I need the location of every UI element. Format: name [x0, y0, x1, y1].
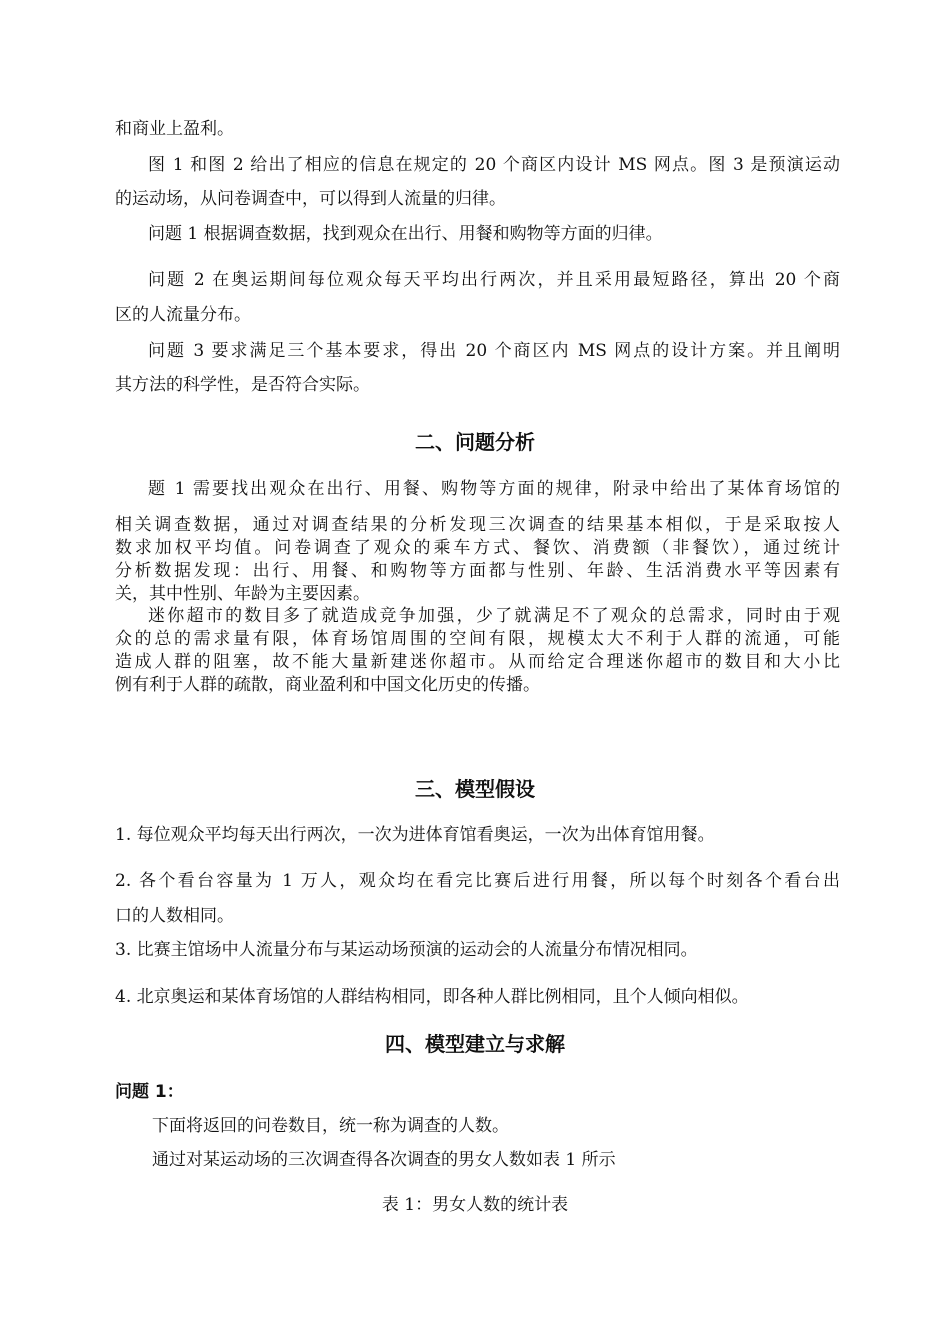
question-3-line-2: 其方法的科学性，是否符合实际。: [115, 375, 370, 395]
analysis-para-1-line-5: 关，其中性别、年龄为主要因素。: [115, 584, 370, 604]
problem-1-subheading: 问题 1：: [115, 1082, 184, 1102]
assumption-2-line-1: 2. 各个看台容量为 1 万人，观众均在看完比赛后进行用餐，所以每个时刻各个看台出: [115, 871, 840, 891]
solution-line-1: 下面将返回的问卷数目，统一称为调查的人数。: [152, 1116, 509, 1136]
analysis-para-2-line-2: 众的总的需求量有限，体育场馆周围的空间有限，规模太大不利于人群的流通，可能: [115, 629, 840, 649]
assumption-3: 3. 比赛主馆场中人流量分布与某运动场预演的运动会的人流量分布情况相同。: [115, 940, 698, 960]
analysis-para-1-line-4: 分析数据发现：出行、用餐、和购物等方面都与性别、年龄、生活消费水平等因素有: [115, 561, 840, 581]
table-1-caption: 表 1：男女人数的统计表: [381, 1195, 569, 1215]
section-4-heading: 四、模型建立与求解: [385, 1032, 565, 1056]
assumption-1: 1. 每位观众平均每天出行两次，一次为进体育馆看奥运，一次为出体育馆用餐。: [115, 825, 715, 845]
question-1: 问题 1 根据调查数据，找到观众在出行、用餐和购物等方面的归律。: [148, 224, 663, 244]
intro-line-1: 和商业上盈利。: [115, 119, 234, 139]
solution-line-2: 通过对某运动场的三次调查得各次调查的男女人数如表 1 所示: [152, 1150, 616, 1170]
analysis-para-1-line-3: 数求加权平均值。问卷调查了观众的乘车方式、餐饮、消费额（非餐饮），通过统计: [115, 538, 840, 558]
question-2-line-2: 区的人流量分布。: [115, 305, 251, 325]
question-3-line-1: 问题 3 要求满足三个基本要求，得出 20 个商区内 MS 网点的设计方案。并且阐明: [148, 341, 840, 361]
analysis-para-2-line-4: 例有利于人群的疏散，商业盈利和中国文化历史的传播。: [115, 675, 540, 695]
intro-line-2: 图 1 和图 2 给出了相应的信息在规定的 20 个商区内设计 MS 网点。图 3 是预演运动: [148, 155, 840, 175]
analysis-para-2-line-1: 迷你超市的数目多了就造成竞争加强，少了就满足不了观众的总需求，同时由于观: [148, 606, 840, 626]
assumption-4: 4. 北京奥运和某体育场馆的人群结构相同，即各种人群比例相同，且个人倾向相似。: [115, 987, 749, 1007]
intro-line-3: 的运动场，从问卷调查中，可以得到人流量的归律。: [115, 189, 506, 209]
section-3-heading: 三、模型假设: [415, 777, 535, 801]
analysis-para-1-line-2: 相关调查数据，通过对调查结果的分析发现三次调查的结果基本相似，于是采取按人: [115, 515, 840, 535]
assumption-2-line-2: 口的人数相同。: [115, 906, 234, 926]
section-2-heading: 二、问题分析: [415, 430, 535, 454]
analysis-para-1-line-1: 题 1 需要找出观众在出行、用餐、购物等方面的规律，附录中给出了某体育场馆的: [148, 479, 840, 499]
analysis-para-2-line-3: 造成人群的阻塞，故不能大量新建迷你超市。从而给定合理迷你超市的数目和大小比: [115, 652, 840, 672]
question-2-line-1: 问题 2 在奥运期间每位观众每天平均出行两次，并且采用最短路径，算出 20 个商: [148, 270, 840, 290]
